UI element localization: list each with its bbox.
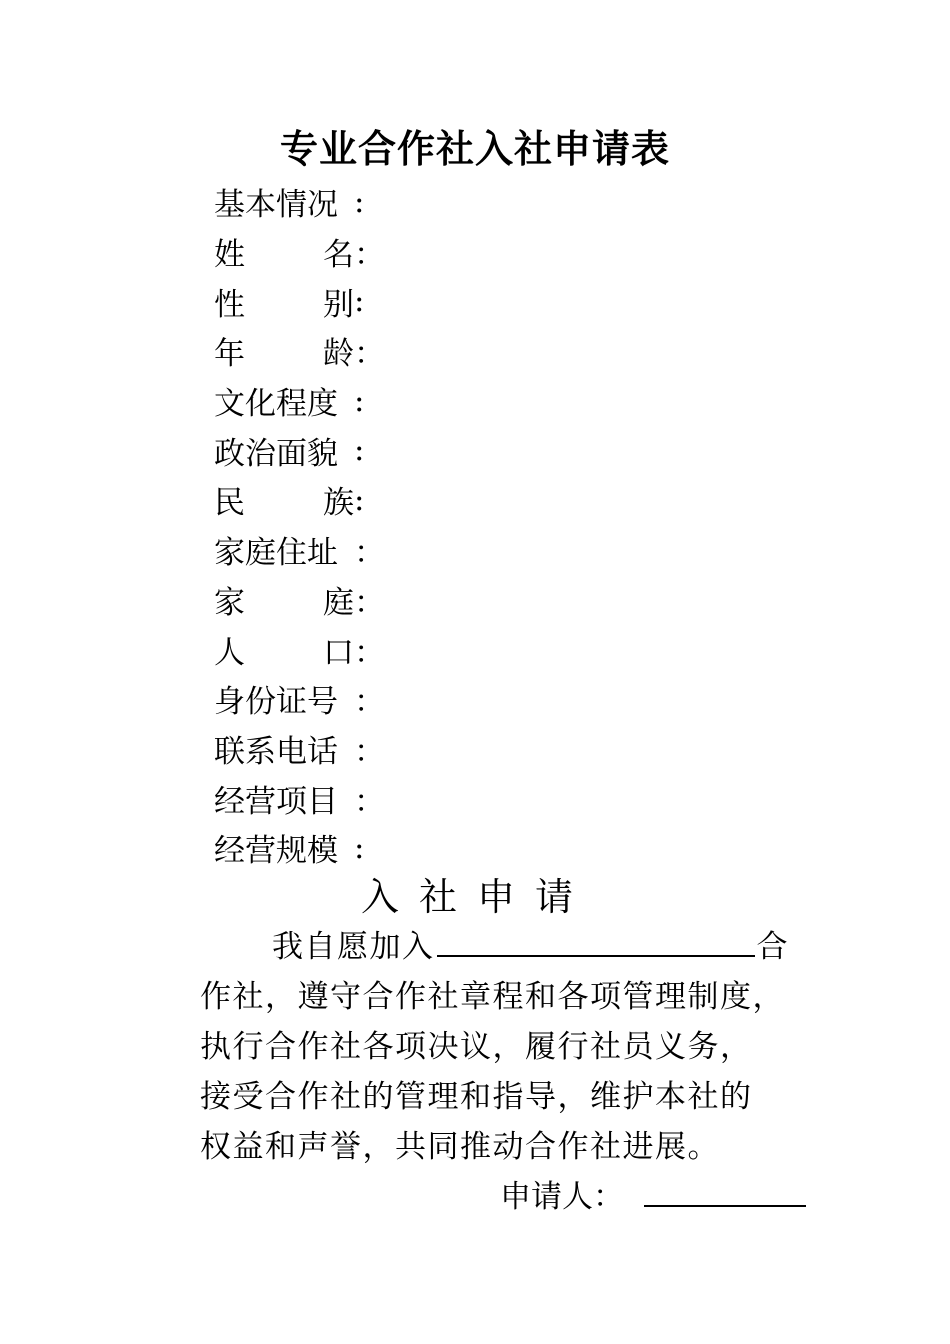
field-colon: ： xyxy=(354,336,385,373)
cooperative-name-blank xyxy=(437,927,755,957)
application-line: 权益和声誉，共同推动合作社进展。 xyxy=(200,1129,720,1165)
field-colon: ： xyxy=(354,733,385,770)
field-colon: ： xyxy=(354,634,385,671)
application-line: 作社，遵守合作社章程和各项管理制度， xyxy=(200,979,785,1015)
application-prefix: 我自愿加入 xyxy=(272,929,435,965)
field-colon: ： xyxy=(354,684,385,721)
field-label: 经营项目 xyxy=(214,783,338,820)
field-row-gender xyxy=(214,276,714,326)
field-row-ethnicity xyxy=(214,475,714,525)
field-colon: ： xyxy=(354,584,385,621)
field-colon: ： xyxy=(354,783,385,820)
application-line xyxy=(200,922,840,972)
field-row-age xyxy=(214,326,714,376)
field-row-id-number xyxy=(214,674,714,724)
field-colon: ： xyxy=(354,535,385,572)
field-row-population xyxy=(214,624,714,674)
field-colon: : xyxy=(354,183,365,220)
section-title: 入社申请 xyxy=(360,875,593,919)
field-label: 家庭 xyxy=(214,584,354,621)
application-suffix: 合 xyxy=(756,929,789,965)
field-row-phone xyxy=(214,724,714,774)
field-row-basic-info xyxy=(214,177,714,227)
field-label: 年龄 xyxy=(214,336,354,373)
field-label: 政治面貌 xyxy=(214,435,338,472)
field-colon: : xyxy=(354,829,365,866)
field-label: 性别 xyxy=(214,286,354,323)
field-label: 人口 xyxy=(214,634,354,671)
field-label: 文化程度 xyxy=(214,386,338,423)
field-label: 经营规模 xyxy=(214,833,338,870)
field-colon: : xyxy=(354,283,365,320)
field-row-education xyxy=(214,376,714,426)
field-label: 姓名 xyxy=(214,237,354,274)
field-label: 身份证号 xyxy=(214,684,338,721)
applicant-signature-blank xyxy=(644,1177,806,1207)
basic-info-fields xyxy=(214,177,714,873)
signature-line xyxy=(500,1172,806,1222)
field-row-business-scale xyxy=(214,823,714,873)
field-label: 联系电话 xyxy=(214,733,338,770)
field-label: 基本情况 xyxy=(214,187,338,224)
field-row-political-status xyxy=(214,425,714,475)
applicant-label: 申请人： xyxy=(500,1179,624,1215)
field-row-name xyxy=(214,227,714,277)
field-label: 家庭住址 xyxy=(214,535,338,572)
field-row-home-address xyxy=(214,525,714,575)
document-title: 专业合作社入社申请表 xyxy=(279,127,670,171)
field-label: 民族 xyxy=(214,485,354,522)
application-line: 接受合作社的管理和指导，维护本社的 xyxy=(200,1079,753,1115)
field-colon: : xyxy=(354,481,365,518)
application-line: 执行合作社各项决议，履行社员义务， xyxy=(200,1029,753,1065)
field-colon: : xyxy=(354,432,365,469)
field-colon: ： xyxy=(354,237,385,274)
application-text xyxy=(200,922,840,1172)
field-row-household xyxy=(214,575,714,625)
field-row-business-item xyxy=(214,773,714,823)
field-colon: : xyxy=(354,382,365,419)
